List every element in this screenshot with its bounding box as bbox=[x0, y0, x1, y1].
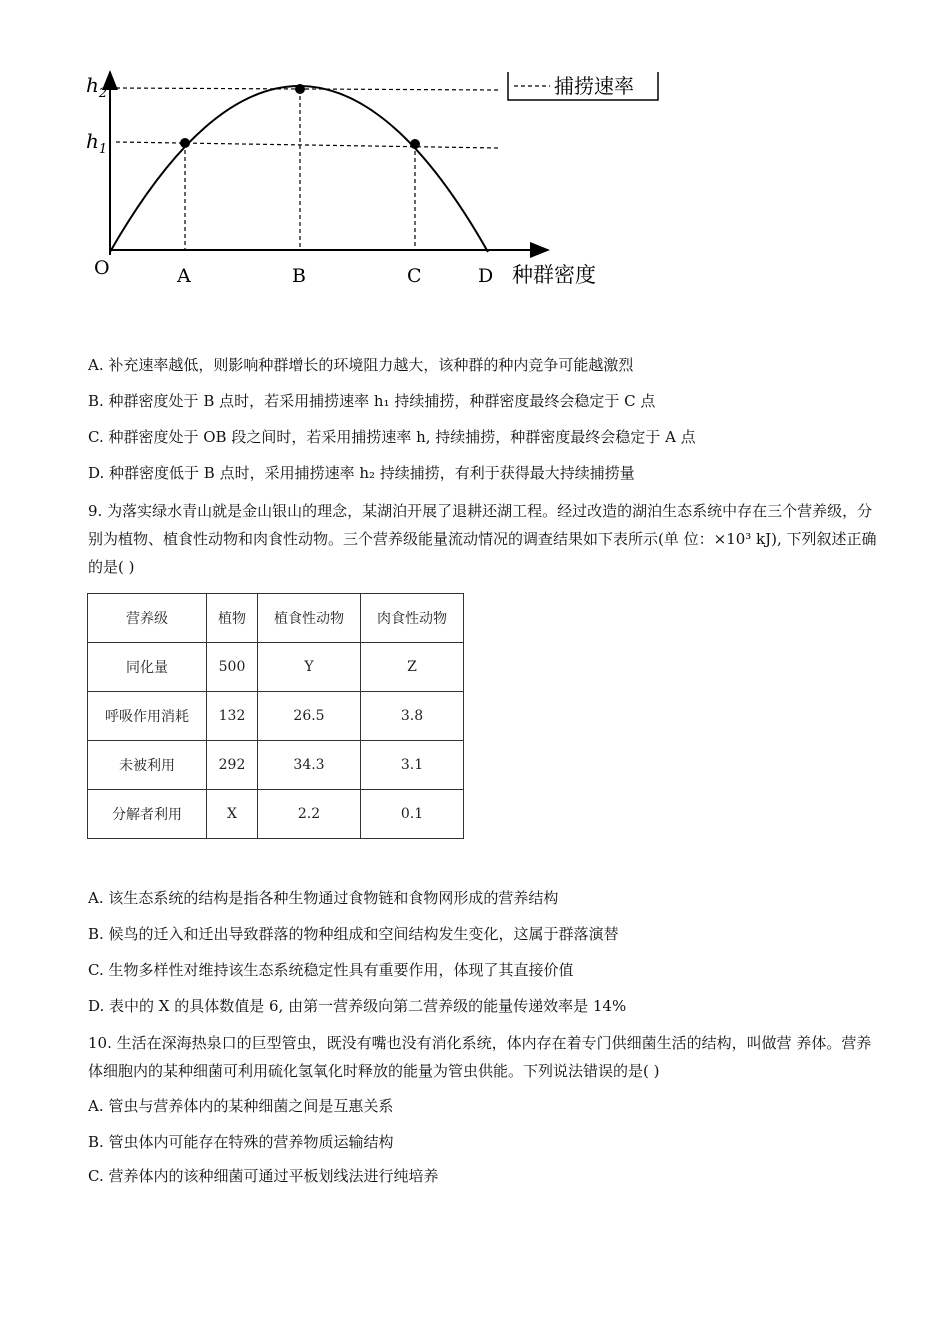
x-axis-title: 种群密度 bbox=[512, 263, 596, 287]
table-row bbox=[88, 692, 464, 741]
table-row bbox=[88, 790, 464, 839]
q9-option-b: B. 候鸟的迁入和迁出导致群落的物种组成和空间结构发生变化，这属于群落演替 bbox=[88, 925, 619, 943]
c-label: C bbox=[407, 265, 422, 287]
replenishment-curve bbox=[110, 86, 488, 252]
q8-option-d: D. 种群密度低于 B 点时，采用捕捞速率 h₂ 持续捕捞，有利于获得最大持续捕捞量 bbox=[88, 464, 635, 482]
table-cell: 3.8 bbox=[361, 692, 464, 741]
q8-option-a: A. 补充速率越低，则影响种群增长的环境阻力越大，该种群的种内竞争可能越激烈 bbox=[88, 356, 634, 374]
b-label: B bbox=[292, 265, 306, 287]
table-row bbox=[88, 643, 464, 692]
point-c bbox=[410, 139, 420, 149]
table-cell: 同化量 bbox=[88, 643, 207, 692]
origin-label: O bbox=[94, 257, 110, 279]
legend-label: 捕捞速率 bbox=[554, 74, 634, 98]
table-cell: X bbox=[207, 790, 258, 839]
table-cell: 3.1 bbox=[361, 741, 464, 790]
table-cell: 292 bbox=[207, 741, 258, 790]
table-header-cell: 植物 bbox=[207, 594, 258, 643]
h1-dashed-line bbox=[116, 142, 498, 148]
q9-stem: 9. 为落实绿水青山就是金山银山的理念，某湖泊开展了退耕还湖工程。经过改造的湖泊生态系统中存在三个营养级，分别为植物、植食性动物和肉食性动物。三个营养级能量流动情况的调查结果如下表所示(单 位：×10³ kJ), 下列叙述正确的是( ) bbox=[88, 502, 877, 576]
table-cell: 26.5 bbox=[258, 692, 361, 741]
q10-option-c: C. 营养体内的该种细菌可通过平板划线法进行纯培养 bbox=[88, 1167, 439, 1185]
table-cell: 呼吸作用消耗 bbox=[88, 692, 207, 741]
table-cell: 500 bbox=[207, 643, 258, 692]
q9-option-a: A. 该生态系统的结构是指各种生物通过食物链和食物网形成的营养结构 bbox=[88, 889, 559, 907]
table-cell: 未被利用 bbox=[88, 741, 207, 790]
h2-dashed-line bbox=[116, 88, 498, 90]
point-b bbox=[295, 84, 305, 94]
q8-option-b: B. 种群密度处于 B 点时，若采用捕捞速率 h₁ 持续捕捞，种群密度最终会稳定于 C 点 bbox=[88, 392, 656, 410]
q10-stem: 10. 生活在深海热泉口的巨型管虫，既没有嘴也没有消化系统，体内存在着专门供细菌生活的结构，叫做营 养体。营养体细胞内的某种细菌可利用硫化氢氧化时释放的能量为管虫供能。下列说法错误的是( ) bbox=[88, 1034, 872, 1080]
h2-label: $h_2$ bbox=[86, 73, 108, 101]
table-cell: 2.2 bbox=[258, 790, 361, 839]
q10-option-b: B. 管虫体内可能存在特殊的营养物质运输结构 bbox=[88, 1133, 394, 1151]
table-cell: Y bbox=[258, 643, 361, 692]
table-cell: 分解者利用 bbox=[88, 790, 207, 839]
q9-option-d: D. 表中的 X 的具体数值是 6, 由第一营养级向第二营养级的能量传递效率是 14% bbox=[88, 997, 627, 1015]
table-cell: 132 bbox=[207, 692, 258, 741]
table-cell: 0.1 bbox=[361, 790, 464, 839]
table-row bbox=[88, 741, 464, 790]
q8-option-c: C. 种群密度处于 OB 段之间时，若采用捕捞速率 h, 持续捕捞，种群密度最终会稳定于 A 点 bbox=[88, 428, 696, 446]
a-label: A bbox=[177, 265, 191, 287]
q9-option-c: C. 生物多样性对维持该生态系统稳定性具有重要作用，体现了其直接价值 bbox=[88, 961, 574, 979]
table-header-cell: 肉食性动物 bbox=[361, 594, 464, 643]
q10-option-a: A. 管虫与营养体内的某种细菌之间是互惠关系 bbox=[88, 1097, 394, 1115]
table-header-cell: 营养级 bbox=[88, 594, 207, 643]
h1-label: $h_1$ bbox=[86, 129, 108, 157]
replenishment-rate-figure bbox=[80, 60, 680, 300]
table-header-cell: 植食性动物 bbox=[258, 594, 361, 643]
table-row bbox=[88, 594, 464, 643]
d-label: D bbox=[478, 265, 494, 287]
table-cell: Z bbox=[361, 643, 464, 692]
energy-flow-table bbox=[87, 593, 464, 839]
point-a bbox=[180, 138, 190, 148]
table-cell: 34.3 bbox=[258, 741, 361, 790]
